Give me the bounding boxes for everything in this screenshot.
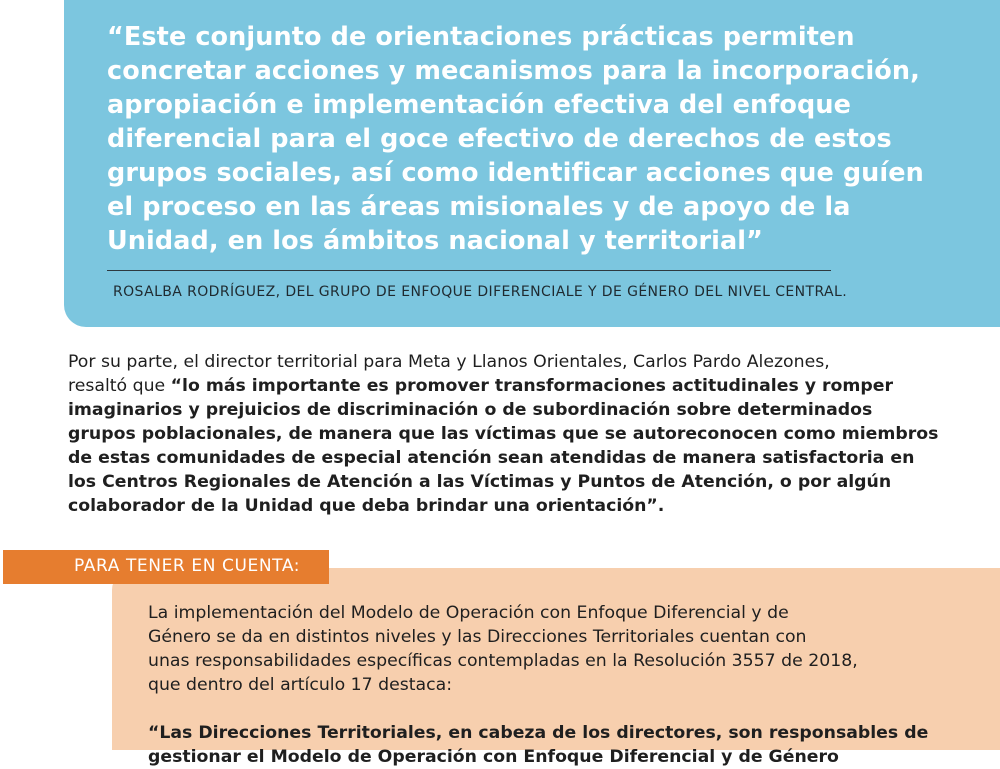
note-label: PARA TENER EN CUENTA: <box>74 556 301 576</box>
paragraph-bold-text: grupos poblacionales, de manera que las víctimas que se autoreconocen como miembros <box>68 424 939 444</box>
pull-quote <box>107 20 977 258</box>
quote-divider <box>107 270 831 271</box>
quote-line: apropiación e implementación efectiva del enfoque <box>107 90 852 120</box>
paragraph-bold-text: de estas comunidades de especial atención sean atendidas de manera satisfactoria en <box>68 448 915 468</box>
note-line: La implementación del Modelo de Operación con Enfoque Diferencial y de <box>148 603 789 623</box>
paragraph-bold-text: colaborador de la Unidad que deba brindar una orientación”. <box>68 496 665 516</box>
note-line: unas responsabilidades específicas contempladas en la Resolución 3557 de 2018, <box>148 651 858 671</box>
note-body <box>148 601 988 697</box>
paragraph-line <box>68 398 968 422</box>
quote-line: “Este conjunto de orientaciones prácticas permiten <box>107 22 855 52</box>
paragraph-line <box>68 494 968 518</box>
note-line: que dentro del artículo 17 destaca: <box>148 675 453 695</box>
paragraph-bold-text: los Centros Regionales de Atención a las Víctimas y Puntos de Atención, o por algún <box>68 472 892 492</box>
paragraph-line <box>68 374 968 398</box>
paragraph-line <box>68 470 968 494</box>
quote-line: diferencial para el goce efectivo de derechos de estos <box>107 124 892 154</box>
paragraph-line <box>68 446 968 470</box>
note-line: Género se da en distintos niveles y las Direcciones Territoriales cuentan con <box>148 627 807 647</box>
body-paragraph <box>68 350 968 518</box>
paragraph-text: resaltó que <box>68 376 171 396</box>
paragraph-line <box>68 422 968 446</box>
quote-line: el proceso en las áreas misionales y de apoyo de la <box>107 192 851 222</box>
paragraph-bold-text: “lo más importante es promover transformaciones actitudinales y romper <box>170 376 894 396</box>
quote-line: grupos sociales, así como identificar acciones que guíen <box>107 158 924 188</box>
note-quote <box>148 721 988 769</box>
note-quote-line: “Las Direcciones Territoriales, en cabeza de los directores, son responsables de <box>148 723 929 743</box>
quote-line: Unidad, en los ámbitos nacional y territorial” <box>107 226 763 256</box>
quote-attribution: ROSALBA RODRÍGUEZ, DEL GRUPO DE ENFOQUE DIFERENCIALE Y DE GÉNERO DEL NIVEL CENTRAL. <box>113 284 848 300</box>
note-quote-line: gestionar el Modelo de Operación con Enfoque Diferencial y de Género <box>148 747 839 767</box>
quote-line: concretar acciones y mecanismos para la incorporación, <box>107 56 920 86</box>
paragraph-bold-text: imaginarios y prejuicios de discriminación o de subordinación sobre determinados <box>68 400 873 420</box>
paragraph-line: Por su parte, el director territorial para Meta y Llanos Orientales, Carlos Pardo Alezones, <box>68 352 830 372</box>
